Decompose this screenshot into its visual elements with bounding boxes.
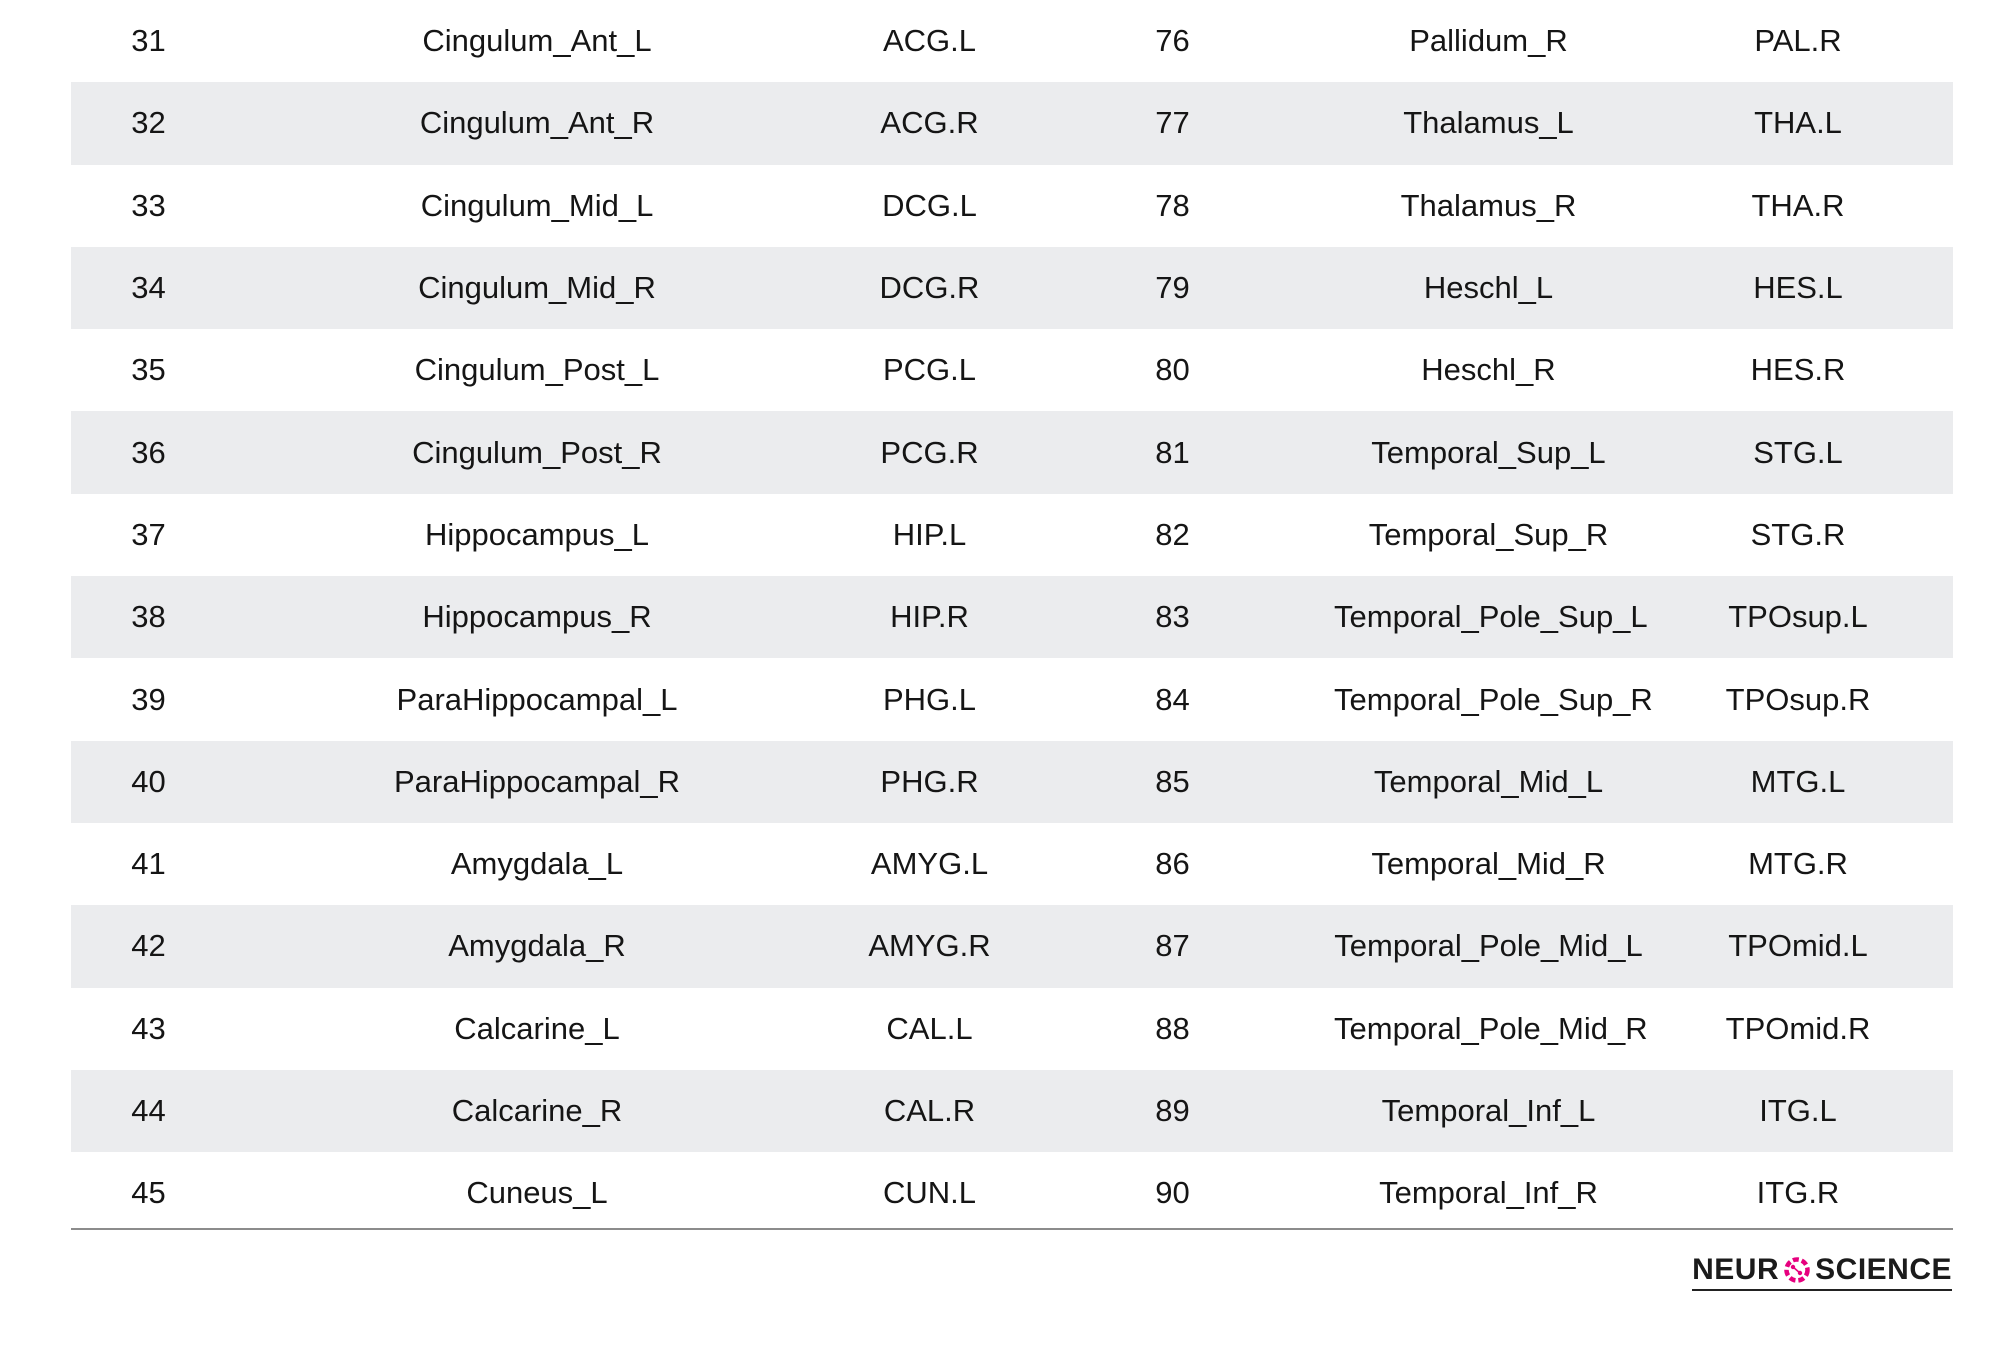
cell-abbrev-left: PCG.R [880,434,979,470]
table-body [71,0,1953,1234]
table-row [71,165,1953,247]
cell-region-name-left: Hippocampus_R [422,599,652,635]
cell-abbrev-left: HIP.R [890,599,969,635]
cell-region-name-right: Thalamus_L [1403,105,1574,141]
cell-region-name-right: Thalamus_R [1400,187,1577,223]
cell-region-name-right: Temporal_Pole_Sup_R [1334,681,1653,717]
cell-index-right: 82 [1155,516,1190,552]
cell-region-name-left: ParaHippocampal_R [393,763,681,799]
cell-index-right: 77 [1155,105,1190,141]
cell-region-name-right: Temporal_Sup_L [1371,434,1606,470]
cell-abbrev-left: PCG.L [882,352,977,388]
cell-region-name-left: Cuneus_L [466,1175,608,1211]
brain-o-icon [1780,1255,1814,1285]
table-row [71,0,1953,82]
cell-abbrev-right: TPOsup.R [1725,681,1871,717]
cell-region-name-left: Cingulum_Mid_L [420,187,654,223]
cell-abbrev-right: THA.R [1751,187,1845,223]
table-row [71,1070,1953,1152]
cell-region-name-right: Temporal_Pole_Mid_R [1334,1010,1648,1046]
cell-index-left: 40 [131,763,166,799]
cell-abbrev-right: HES.R [1750,352,1846,388]
cell-abbrev-right: TPOmid.R [1725,1010,1871,1046]
cell-abbrev-left: ACG.L [882,23,977,59]
cell-abbrev-right: ITG.R [1756,1175,1840,1211]
cell-index-right: 83 [1155,599,1190,635]
cell-region-name-right: Temporal_Mid_L [1373,763,1604,799]
cell-region-name-left: Cingulum_Post_L [414,352,660,388]
cell-region-name-right: Heschl_R [1421,352,1556,388]
cell-abbrev-right: STG.R [1750,516,1846,552]
cell-index-left: 41 [131,846,166,882]
cell-abbrev-right: TPOsup.L [1728,599,1868,635]
cell-region-name-right: Temporal_Pole_Sup_L [1334,599,1648,635]
table-bottom-rule [71,1228,1953,1230]
cell-region-name-right: Temporal_Inf_L [1381,1093,1596,1128]
cell-abbrev-right: HES.L [1753,270,1843,306]
cell-region-name-left: Cingulum_Mid_R [418,270,656,306]
cell-abbrev-right: ITG.L [1759,1093,1837,1128]
cell-abbrev-left: ACG.R [880,105,979,141]
cell-abbrev-right: MTG.R [1748,846,1848,882]
cell-index-left: 32 [131,105,166,141]
cell-index-right: 79 [1155,270,1190,306]
cell-abbrev-left: HIP.L [892,516,967,552]
cell-index-right: 88 [1155,1010,1190,1046]
table-row [71,1152,1953,1234]
cell-region-name-left: Cingulum_Ant_R [419,105,655,141]
cell-index-left: 31 [131,23,166,59]
cell-index-right: 81 [1155,434,1190,470]
table-row [71,247,1953,329]
cell-region-name-left: Amygdala_R [448,928,626,964]
cell-index-right: 86 [1155,846,1190,882]
cell-index-left: 37 [131,516,166,552]
cell-region-name-right: Pallidum_R [1409,23,1568,59]
cell-region-name-right: Temporal_Sup_R [1368,516,1609,552]
cell-index-left: 44 [131,1093,166,1128]
cell-abbrev-left: DCG.R [879,270,980,306]
cell-region-name-left: Calcarine_R [451,1093,623,1128]
table-row [71,658,1953,740]
cell-index-left: 43 [131,1010,166,1046]
cell-index-left: 33 [131,187,166,223]
cell-abbrev-left: CUN.L [882,1175,976,1211]
cell-region-name-right: Temporal_Mid_R [1371,846,1606,882]
cell-abbrev-right: THA.L [1754,105,1842,141]
cell-region-name-left: Calcarine_L [454,1010,620,1046]
table-row [71,494,1953,576]
cell-index-left: 38 [131,599,166,635]
cell-abbrev-left: PHG.R [880,763,979,799]
cell-index-right: 78 [1155,187,1190,223]
cell-abbrev-left: CAL.R [883,1093,976,1128]
region-table-container [71,0,1953,1234]
cell-abbrev-right: PAL.R [1754,23,1842,59]
cell-index-left: 34 [131,270,166,306]
cell-abbrev-left: AMYG.R [868,928,991,964]
logo-text-end: SCIENCE [1815,1253,1952,1286]
cell-region-name-left: ParaHippocampal_L [396,681,678,717]
table-row [71,329,1953,411]
cell-index-right: 76 [1155,23,1190,59]
table-row [71,576,1953,658]
cell-index-left: 45 [131,1175,166,1211]
cell-region-name-right: Temporal_Inf_R [1379,1175,1598,1211]
cell-region-name-right: Heschl_L [1423,270,1554,306]
cell-abbrev-right: MTG.L [1750,763,1846,799]
cell-abbrev-left: PHG.L [882,681,977,717]
cell-region-name-left: Cingulum_Ant_L [422,23,652,59]
cell-index-left: 36 [131,434,166,470]
cell-abbrev-left: DCG.L [882,187,977,223]
cell-index-right: 89 [1155,1093,1190,1128]
cell-index-right: 85 [1155,763,1190,799]
cell-index-right: 87 [1155,928,1190,964]
cell-abbrev-left: AMYG.L [870,846,989,882]
cell-region-name-left: Hippocampus_L [424,516,650,552]
cell-region-name-left: Amygdala_L [450,846,624,882]
cell-region-name-left: Cingulum_Post_R [412,434,662,470]
cell-index-right: 80 [1155,352,1190,388]
table-row [71,411,1953,493]
table-row [71,82,1953,164]
table-row [71,823,1953,905]
table-row [71,905,1953,987]
cell-region-name-right: Temporal_Pole_Mid_L [1334,928,1643,964]
cell-abbrev-right: TPOmid.L [1728,928,1868,964]
logo-text-start: NEUR [1692,1253,1780,1286]
cell-index-left: 35 [131,352,166,388]
cell-abbrev-right: STG.L [1753,434,1843,470]
cell-index-right: 84 [1155,681,1190,717]
cell-index-left: 42 [131,928,166,964]
cell-index-left: 39 [131,681,166,717]
cell-index-right: 90 [1155,1175,1190,1211]
region-table [71,0,1953,1234]
table-row [71,741,1953,823]
cell-abbrev-left: CAL.L [886,1010,973,1046]
neuroscience-logo [1692,1253,1952,1291]
table-row [71,988,1953,1070]
